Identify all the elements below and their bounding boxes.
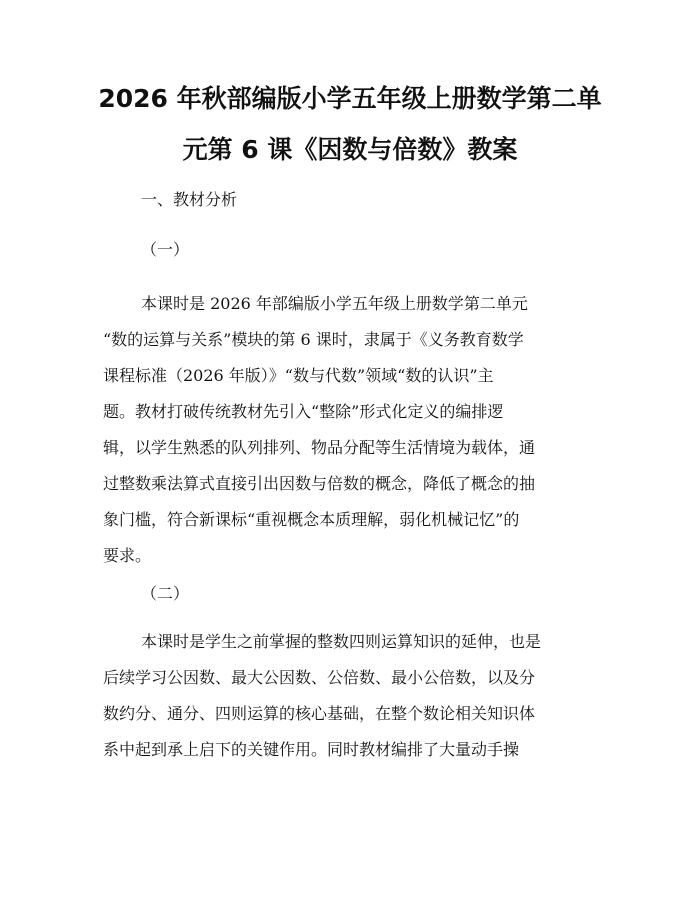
paragraph-line: 数约分、通分、四则运算的核心基础，在整个数论相关知识体 — [103, 704, 536, 723]
paragraph-line: “数的运算与关系”模块的第 6 课时，隶属于《义务教育数学 — [103, 330, 524, 349]
paragraph-2 — [103, 624, 603, 768]
paragraph-line: 本课时是学生之前掌握的整数四则运算知识的延伸，也是 — [141, 632, 542, 651]
paragraph-1 — [103, 286, 603, 574]
paragraph-line: 象门槛，符合新课标“重视概念本质理解，弱化机械记忆”的 — [103, 510, 520, 529]
paragraph-line: 辑，以学生熟悉的队列排列、物品分配等生活情境为载体，通 — [103, 438, 536, 457]
document-title-line-2: 元第 6 课《因数与倍数》教案 — [182, 135, 518, 164]
paragraph-line: 要求。 — [103, 546, 152, 565]
subsection-label-2: （二） — [141, 584, 190, 603]
document-title-line-1: 2026 年秋部编版小学五年级上册数学第二单 — [98, 84, 602, 113]
paragraph-line: 过整数乘法算式直接引出因数与倍数的概念，降低了概念的抽 — [103, 474, 536, 493]
paragraph-line: 课程标准（2026 年版）》“数与代数”领域“数的认识”主 — [103, 366, 494, 385]
paragraph-line: 本课时是 2026 年部编版小学五年级上册数学第二单元 — [141, 294, 528, 313]
paragraph-line: 题。教材打破传统教材先引入“整除”形式化定义的编排逻 — [103, 402, 504, 421]
paragraph-line: 系中起到承上启下的关键作用。同时教材编排了大量动手操 — [103, 740, 520, 759]
paragraph-line: 后续学习公因数、最大公因数、公倍数、最小公倍数，以及分 — [103, 668, 536, 687]
subsection-label-1: （一） — [141, 240, 190, 259]
section-heading: 一、教材分析 — [141, 190, 238, 209]
